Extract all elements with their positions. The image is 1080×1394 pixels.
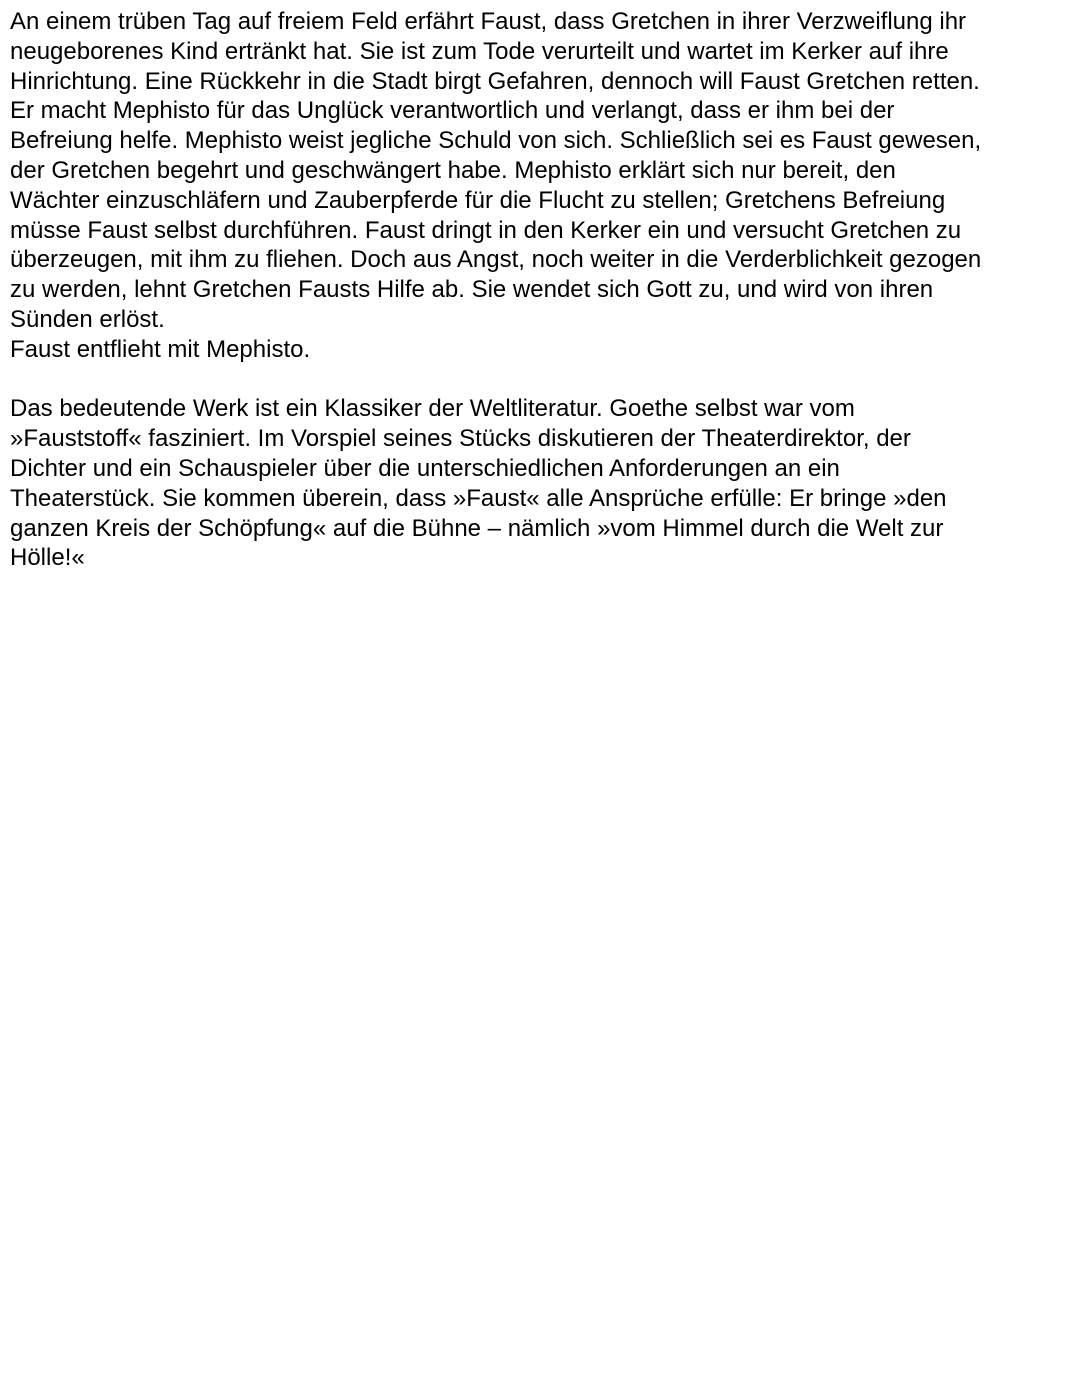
text-line: müsse Faust selbst durchführen. Faust dringt in den Kerker ein und versucht Gretchen zu bbox=[10, 216, 962, 244]
text-line: Hinrichtung. Eine Rückkehr in die Stadt birgt Gefahren, dennoch will Faust Gretchen retten. bbox=[10, 67, 980, 95]
text-line: Das bedeutende Werk ist ein Klassiker der Weltliteratur. Goethe selbst war vom bbox=[10, 395, 855, 423]
text-line: Hölle!« bbox=[10, 544, 85, 572]
text-line: An einem trüben Tag auf freiem Feld erfährt Faust, dass Gretchen in ihrer Verzweiflung ihr bbox=[10, 8, 967, 35]
text-line: ganzen Kreis der Schöpfung« auf die Bühne – nämlich »vom Himmel durch die Welt zur bbox=[10, 514, 944, 542]
text-line: Befreiung helfe. Mephisto weist jegliche Schuld von sich. Schließlich sei es Faust gewesen, bbox=[10, 127, 982, 155]
paragraph-summary bbox=[10, 7, 1070, 365]
text-line: Er macht Mephisto für das Unglück verantwortlich und verlangt, dass er ihm bei der bbox=[10, 97, 895, 125]
text-line: Wächter einzuschläfern und Zauberpferde für die Flucht zu stellen; Gretchens Befreiung bbox=[10, 186, 946, 214]
text-line: zu werden, lehnt Gretchen Fausts Hilfe ab. Sie wendet sich Gott zu, und wird von ihren bbox=[10, 276, 934, 304]
text-line: Dichter und ein Schauspieler über die unterschiedlichen Anforderungen an ein bbox=[10, 454, 840, 482]
paragraph-context bbox=[10, 394, 1070, 573]
text-line: überzeugen, mit ihm zu fliehen. Doch aus Angst, noch weiter in die Verderblichkeit gezogen bbox=[10, 246, 982, 274]
text-line: Faust entflieht mit Mephisto. bbox=[10, 335, 311, 363]
document-page bbox=[10, 7, 1070, 573]
text-line: Theaterstück. Sie kommen überein, dass »Faust« alle Ansprüche erfülle: Er bringe »den bbox=[10, 484, 947, 512]
paragraph-spacer bbox=[10, 365, 1070, 395]
text-line: Sünden erlöst. bbox=[10, 305, 165, 333]
text-line: neugeborenes Kind ertränkt hat. Sie ist zum Tode verurteilt und wartet im Kerker auf ihre bbox=[10, 37, 949, 65]
text-line: »Fauststoff« fasziniert. Im Vorspiel seines Stücks diskutieren der Theaterdirektor, der bbox=[10, 425, 911, 453]
text-line: der Gretchen begehrt und geschwängert habe. Mephisto erklärt sich nur bereit, den bbox=[10, 156, 896, 184]
